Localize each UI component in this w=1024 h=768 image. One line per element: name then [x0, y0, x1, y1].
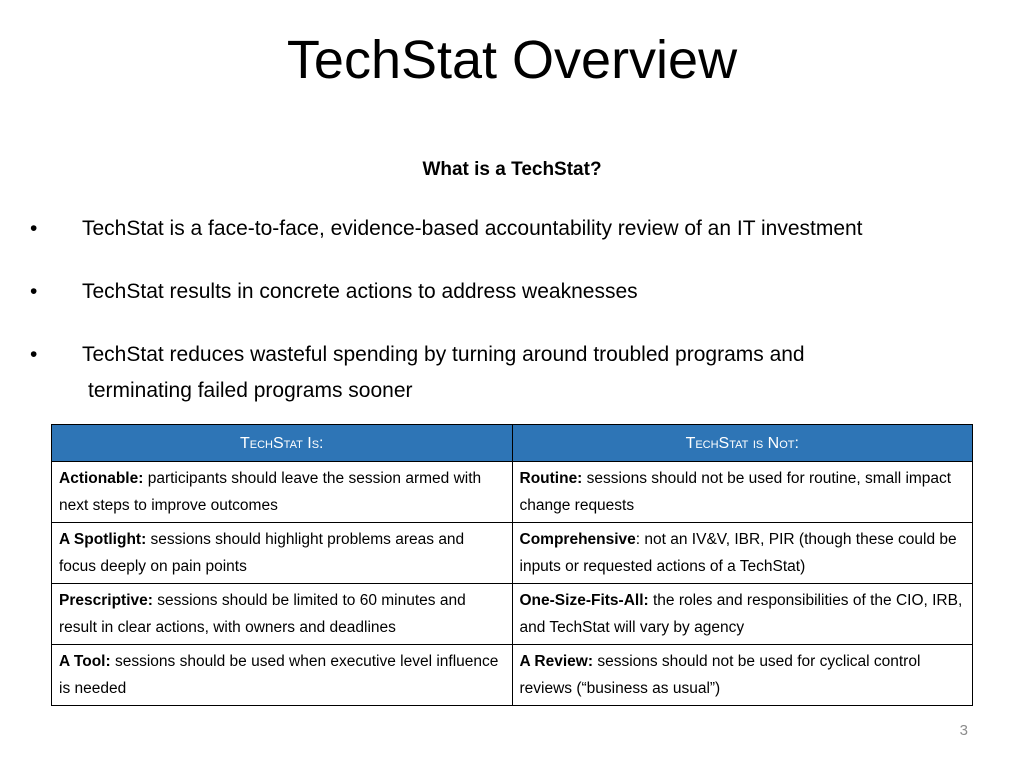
- bullet-text: TechStat results in concrete actions to address weaknesses: [82, 280, 638, 303]
- table-cell-is-not: [512, 462, 973, 523]
- table-row: [52, 584, 973, 645]
- table-header-row: [52, 425, 973, 462]
- slide-title: TechStat Overview: [286, 30, 738, 90]
- cell-desc: sessions should not be used for routine, small impact change requests: [519, 470, 952, 514]
- cell-term: Comprehensive: [519, 531, 636, 548]
- table-cell-is: [52, 584, 513, 645]
- cell-term: A Spotlight:: [59, 531, 147, 548]
- header-techstat-is: TechStat Is:: [52, 425, 513, 462]
- cell-term: Actionable:: [59, 470, 144, 487]
- cell-term: Prescriptive:: [59, 592, 153, 609]
- cell-desc: sessions should not be used for cyclical control reviews (“business as usual”): [519, 653, 921, 697]
- bullet-text: TechStat is a face-to-face, evidence-based accountability review of an IT investment: [82, 217, 863, 240]
- bullet-marker: •: [30, 280, 38, 303]
- cell-desc: : not an IV&V, IBR, PIR (though these could be inputs or requested actions of a TechStat): [519, 531, 957, 575]
- cell-term: Routine:: [519, 470, 583, 487]
- table-cell-is: [52, 523, 513, 584]
- bullet-text: TechStat reduces wasteful spending by turning around troubled programs and: [82, 343, 805, 366]
- cell-term: A Review:: [519, 653, 594, 670]
- bullet-text-wrapper: [82, 337, 922, 409]
- table-cell-is-not: [512, 523, 973, 584]
- cell-desc: the roles and responsibilities of the CIO, IRB, and TechStat will vary by agency: [519, 592, 963, 636]
- table-cell-is: [52, 462, 513, 523]
- cell-term: A Tool:: [59, 653, 111, 670]
- header-techstat-is-not: TechStat is Not:: [512, 425, 973, 462]
- cell-desc: participants should leave the session armed with next steps to improve outcomes: [59, 470, 482, 514]
- cell-desc: sessions should highlight problems areas and focus deeply on pain points: [59, 531, 465, 575]
- table-row: [52, 462, 973, 523]
- table-row: [52, 645, 973, 706]
- cell-desc: sessions should be used when executive level influence is needed: [59, 653, 499, 697]
- bullet-text-continuation: terminating failed programs sooner: [88, 379, 413, 402]
- table-row: [52, 523, 973, 584]
- table-cell-is-not: [512, 584, 973, 645]
- page-number: 3: [959, 722, 968, 739]
- table-cell-is-not: [512, 645, 973, 706]
- table-cell-is: [52, 645, 513, 706]
- techstat-comparison-table: [51, 424, 973, 706]
- bullet-marker: •: [30, 343, 38, 366]
- slide-subtitle: What is a TechStat?: [422, 159, 602, 180]
- cell-term: One-Size-Fits-All:: [519, 592, 649, 609]
- bullet-marker: •: [30, 217, 38, 240]
- cell-desc: sessions should be limited to 60 minutes and result in clear actions, with owners and deadlines: [59, 592, 466, 636]
